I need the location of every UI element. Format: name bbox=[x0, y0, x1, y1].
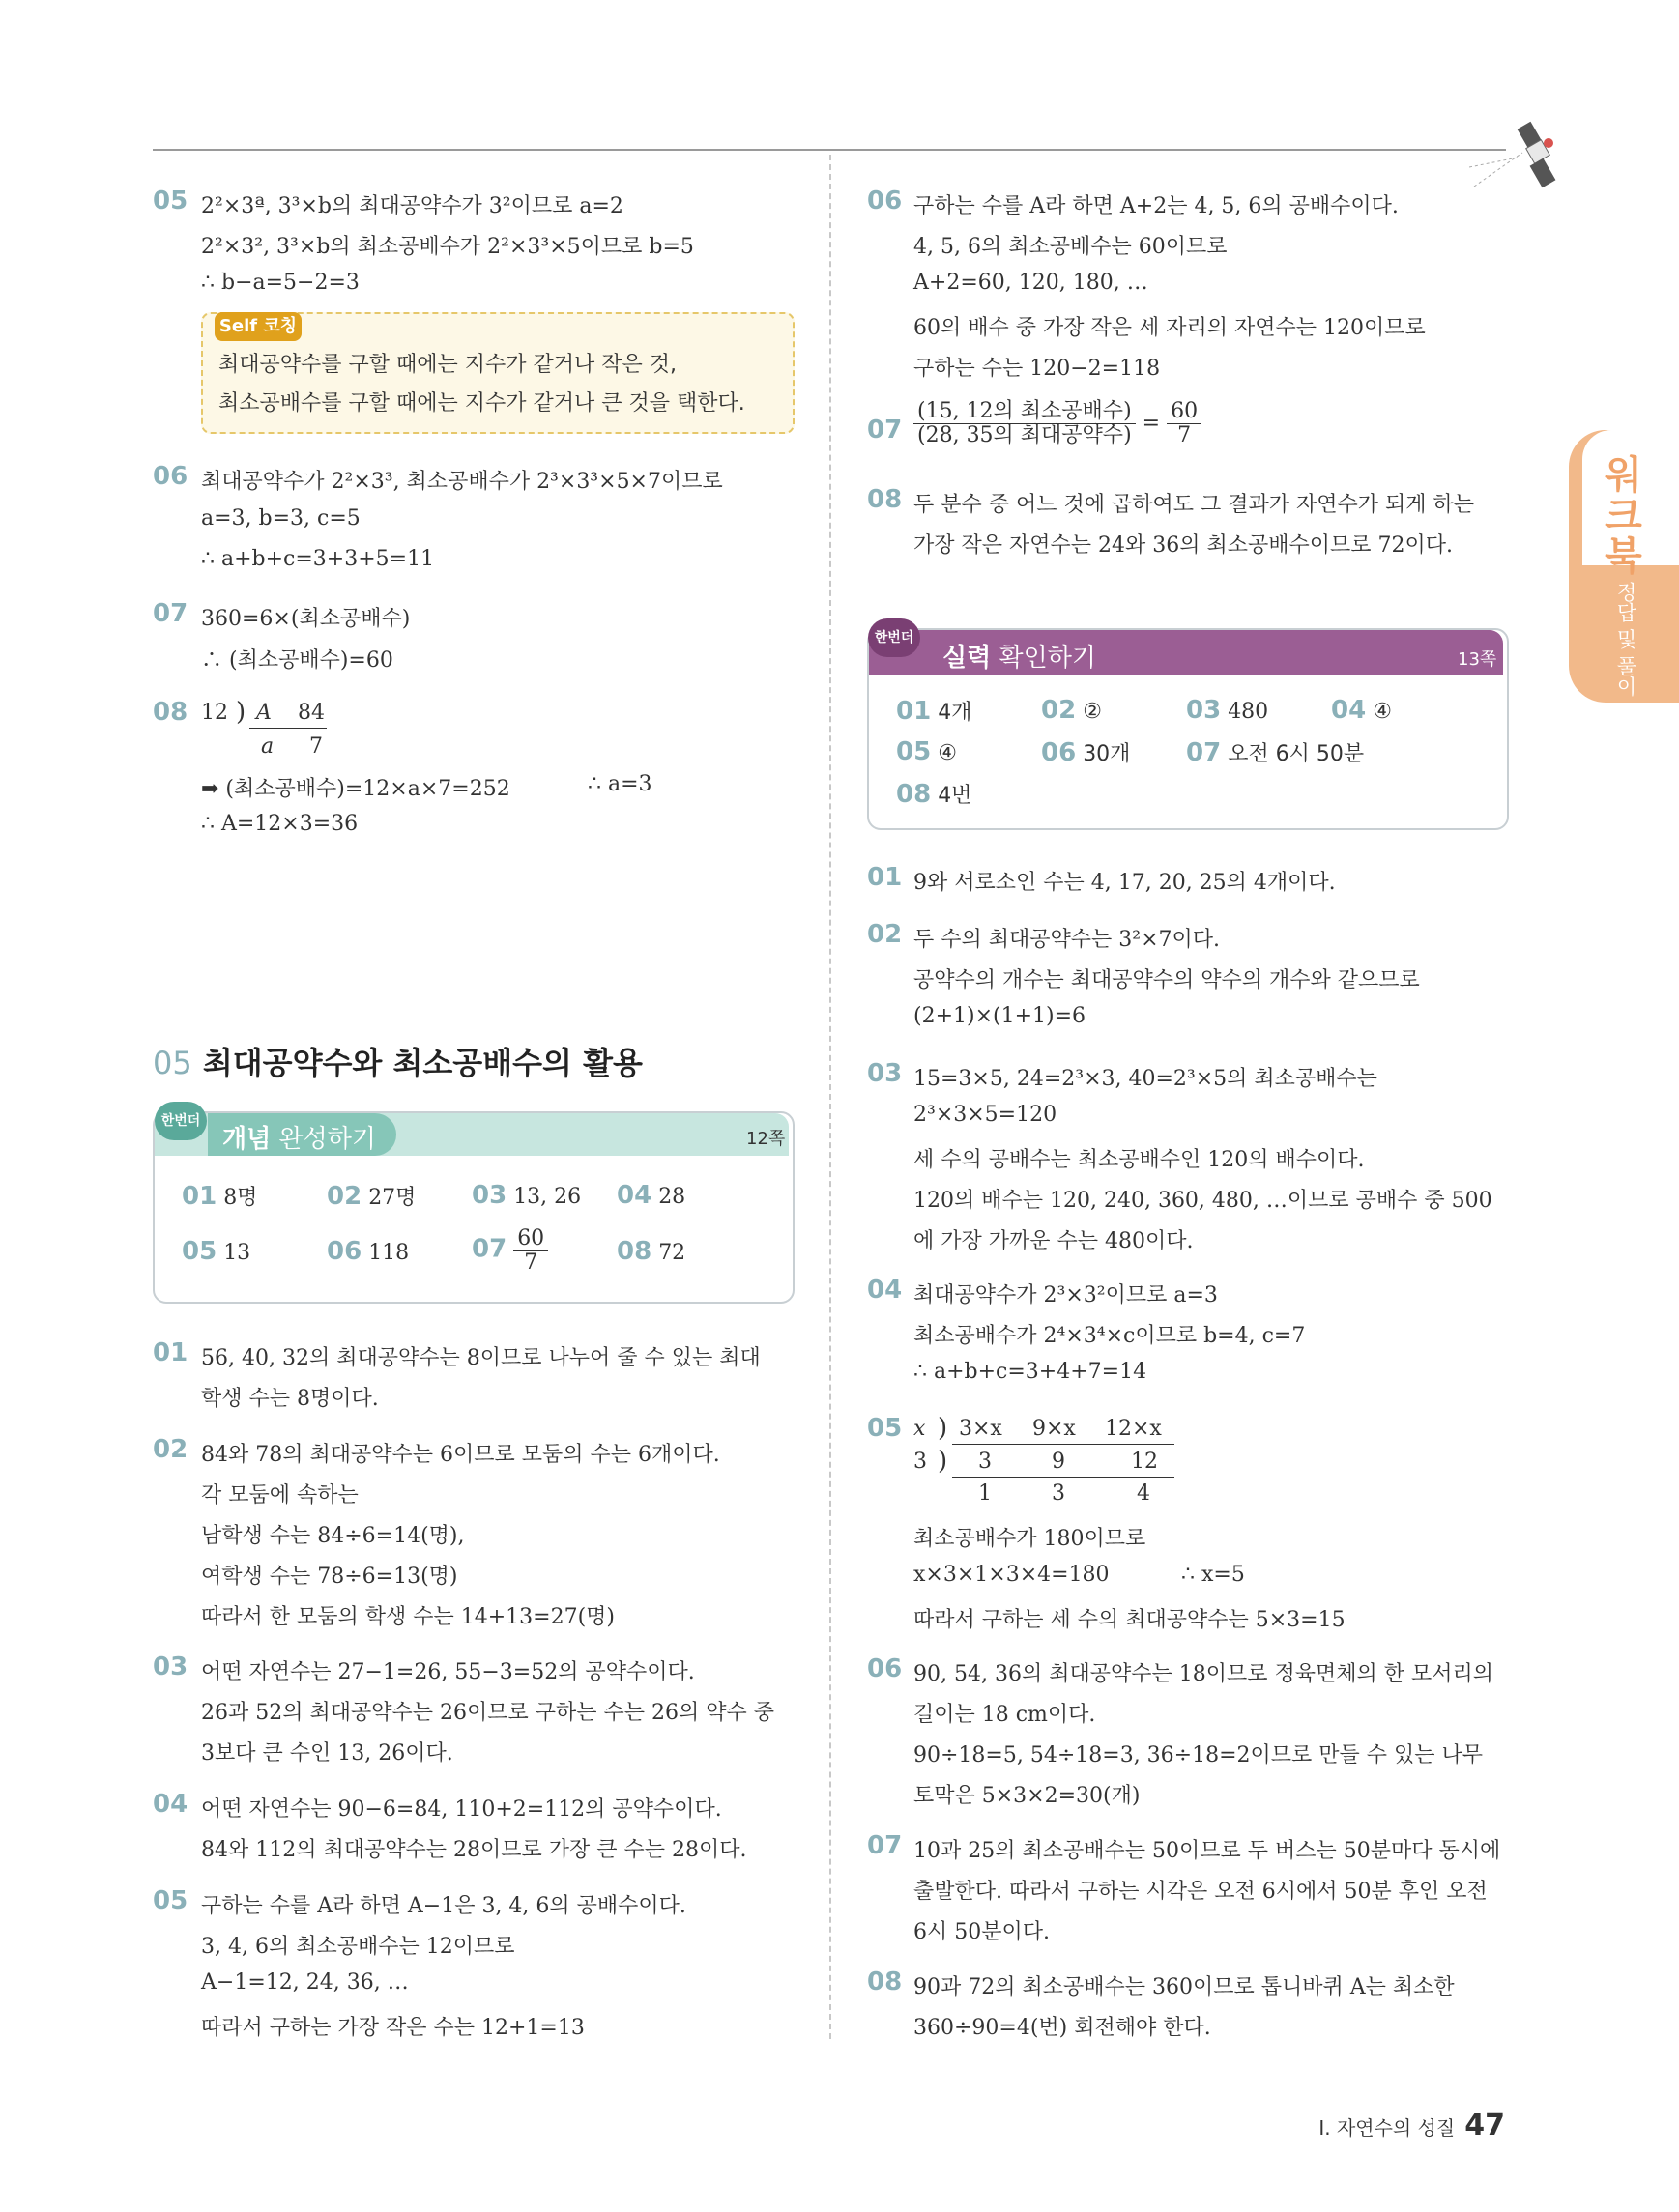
solution-line: 따라서 구하는 세 수의 최대공약수는 5×3=15 bbox=[913, 1608, 1346, 1632]
solution-line: 90, 54, 36의 최대공약수는 18이므로 정육면체의 한 모서리의 bbox=[913, 1662, 1493, 1686]
problem-number: 08 bbox=[867, 1968, 903, 1997]
division-divisor: x bbox=[913, 1417, 926, 1441]
problem-number: 02 bbox=[153, 1435, 188, 1464]
division-value: 3 bbox=[1052, 1481, 1065, 1506]
solution-line: 360÷90=4(번) 회전해야 한다. bbox=[913, 2016, 1211, 2040]
fraction: $\frac{60}{7}$ bbox=[1167, 400, 1201, 447]
solution-line: 가장 작은 자연수는 24와 36의 최소공배수이므로 72이다. bbox=[913, 533, 1453, 558]
problem-number: 06 bbox=[867, 1654, 903, 1683]
solution-line: 어떤 자연수는 27−1=26, 55−3=52의 공약수이다. bbox=[201, 1660, 695, 1684]
solution-line: 84와 112의 최대공약수는 28이므로 가장 큰 수는 28이다. bbox=[201, 1838, 747, 1862]
box-title bbox=[222, 1119, 376, 1155]
solution-line: 따라서 한 모둠의 학생 수는 14+13=27(명) bbox=[201, 1605, 616, 1629]
solution-line: 9와 서로소인 수는 4, 17, 20, 25의 4개이다. bbox=[913, 871, 1336, 895]
problem-number: 05 bbox=[153, 1886, 188, 1915]
division-value: 1 bbox=[978, 1481, 992, 1506]
coaching-line: 최소공배수를 구할 때에는 지수가 같거나 큰 것을 택한다. bbox=[218, 391, 745, 416]
answer-item: 07 $\frac{60}{7}$ bbox=[472, 1227, 548, 1275]
solution-line: ➡ (최소공배수)=12×a×7=252 bbox=[201, 777, 510, 801]
problem-number: 06 bbox=[153, 462, 188, 491]
solution-line: ∴ (최소공배수)=60 bbox=[201, 648, 393, 673]
division-value: 9 bbox=[1052, 1450, 1065, 1474]
solution-line: 3보다 큰 수인 13, 26이다. bbox=[201, 1741, 453, 1766]
problem-number: 07 bbox=[867, 416, 903, 445]
solution-line: 길이는 18 cm이다. bbox=[913, 1703, 1096, 1727]
answer-item: 02 ② bbox=[1041, 696, 1102, 725]
solution-line: ∴ b−a=5−2=3 bbox=[201, 271, 360, 295]
page-footer bbox=[1318, 2109, 1505, 2142]
answer-item: 03 480 bbox=[1186, 696, 1269, 725]
solution-line: 최대공약수가 2³×3²이므로 a=3 bbox=[913, 1283, 1218, 1307]
solution-line: ∴ x=5 bbox=[1181, 1563, 1245, 1587]
solution-line: 구하는 수를 A라 하면 A+2는 4, 5, 6의 공배수이다. bbox=[913, 194, 1399, 218]
solution-line: 120의 배수는 120, 240, 360, 480, …이므로 공배수 중 500 bbox=[913, 1189, 1492, 1213]
solution-line: 세 수의 공배수는 최소공배수인 120의 배수이다. bbox=[913, 1148, 1365, 1172]
solution-line: ∴ a+b+c=3+3+5=11 bbox=[201, 547, 435, 571]
solution-line: 에 가장 가까운 수는 480이다. bbox=[913, 1229, 1194, 1253]
coaching-line: 최대공약수를 구할 때에는 지수가 같거나 작은 것, bbox=[218, 353, 677, 377]
solution-line: A+2=60, 120, 180, … bbox=[913, 271, 1148, 295]
solution-line: 6시 50분이다. bbox=[913, 1920, 1050, 1944]
solution-line: 학생 수는 8명이다. bbox=[201, 1387, 379, 1411]
solution-line: A−1=12, 24, 36, … bbox=[201, 1970, 409, 1995]
hanbeonde-badge: 한번더 bbox=[155, 1102, 207, 1140]
division-rule bbox=[952, 1444, 1174, 1445]
page-number: 47 bbox=[1464, 2109, 1505, 2142]
answer-item: 01 4개 bbox=[896, 697, 972, 726]
self-coaching-tag: Self 코칭 bbox=[215, 312, 302, 341]
division-value: 12×x bbox=[1105, 1417, 1162, 1441]
division-value: 9×x bbox=[1032, 1417, 1076, 1441]
problem-number: 04 bbox=[153, 1790, 188, 1819]
answer-item: 03 13, 26 bbox=[472, 1181, 582, 1210]
solution-line: 출발한다. 따라서 구하는 시각은 오전 6시에서 50분 후인 오전 bbox=[913, 1880, 1488, 1904]
answer-item: 04 ④ bbox=[1331, 696, 1392, 725]
box-page-ref: 13쪽 bbox=[1458, 649, 1497, 670]
division-value: 4 bbox=[1137, 1481, 1150, 1506]
solution-line: 360=6×(최소공배수) bbox=[201, 607, 411, 631]
answer-item: 05 13 bbox=[182, 1237, 251, 1266]
problem-number: 05 bbox=[867, 1414, 903, 1443]
solution-line: 구하는 수는 120−2=118 bbox=[913, 357, 1161, 381]
problem-number: 01 bbox=[153, 1338, 188, 1367]
solution-line: 84와 78의 최대공약수는 6이므로 모둠의 수는 6개이다. bbox=[201, 1443, 720, 1467]
answer-item: 05 ④ bbox=[896, 737, 957, 766]
solution-line: 10과 25의 최소공배수는 50이므로 두 버스는 50분마다 동시에 bbox=[913, 1839, 1501, 1863]
problem-number: 03 bbox=[153, 1652, 188, 1681]
problem-number: 02 bbox=[867, 920, 903, 949]
problem-number: 08 bbox=[153, 698, 188, 727]
solution-line: a=3, b=3, c=5 bbox=[201, 506, 361, 531]
division-value: 3 bbox=[978, 1450, 992, 1474]
division-rule bbox=[952, 1477, 1174, 1478]
problem-number: 01 bbox=[867, 863, 903, 892]
problem-number: 06 bbox=[867, 187, 903, 215]
division-value: 3×x bbox=[959, 1417, 1002, 1441]
solution-line: 남학생 수는 84÷6=14(명), bbox=[201, 1524, 465, 1548]
solution-line: 최소공배수가 180이므로 bbox=[913, 1527, 1146, 1551]
solution-line: 2³×3×5=120 bbox=[913, 1103, 1057, 1127]
answer-item: 04 28 bbox=[617, 1181, 686, 1210]
division-divisor: 3 bbox=[913, 1450, 927, 1474]
box-title-bold: 개념 bbox=[222, 1125, 272, 1154]
solution-line: 두 수의 최대공약수는 3²×7이다. bbox=[913, 928, 1220, 952]
solution-line: 90÷18=5, 54÷18=3, 36÷18=2이므로 만들 수 있는 나무 bbox=[913, 1743, 1484, 1767]
division-value: 7 bbox=[309, 734, 323, 759]
side-tab-title: 워크북 bbox=[1598, 454, 1642, 576]
fraction: $\frac{60}{7}$ bbox=[513, 1227, 548, 1275]
problem-number: 05 bbox=[153, 187, 188, 215]
answer-item: 06 30개 bbox=[1041, 738, 1131, 767]
division-value: a bbox=[261, 734, 275, 759]
chapter-label: Ⅰ. 자연수의 성질 bbox=[1318, 2116, 1456, 2140]
solution-line: 두 분수 중 어느 것에 곱하여도 그 결과가 자연수가 되게 하는 bbox=[913, 493, 1474, 517]
division-divisor: 12 bbox=[201, 701, 228, 725]
top-rule bbox=[153, 149, 1506, 151]
side-tab-subtitle: 정답 및 풀이 bbox=[1614, 582, 1637, 697]
solution-line: 4, 5, 6의 최소공배수는 60이므로 bbox=[913, 235, 1228, 259]
solution-line: 공약수의 개수는 최대공약수의 약수의 개수와 같으므로 bbox=[913, 968, 1420, 992]
box-title-rest: 완성하기 bbox=[271, 1125, 376, 1154]
problem-number: 08 bbox=[867, 485, 903, 514]
problem-number: 03 bbox=[867, 1059, 903, 1088]
division-bracket: ) bbox=[938, 1414, 948, 1443]
box-title-rest: 확인하기 bbox=[991, 644, 1096, 673]
solution-line: 어떤 자연수는 90−6=84, 110+2=112의 공약수이다. bbox=[201, 1797, 722, 1822]
problem-number: 04 bbox=[867, 1276, 903, 1305]
solution-line: 2²×3ª, 3³×b의 최대공약수가 3²이므로 a=2 bbox=[201, 194, 623, 218]
division-value: 12 bbox=[1131, 1450, 1158, 1474]
section-number: 05 bbox=[153, 1045, 192, 1081]
section-title bbox=[153, 1039, 643, 1083]
division-value: 84 bbox=[298, 701, 325, 725]
division-bracket: ) bbox=[236, 698, 246, 727]
problem-number: 07 bbox=[153, 599, 188, 628]
solution-line: 여학생 수는 78÷6=13(명) bbox=[201, 1565, 458, 1589]
solution-line: 따라서 구하는 가장 작은 수는 12+1=13 bbox=[201, 2016, 585, 2040]
division-rule bbox=[249, 728, 327, 729]
answer-item: 06 118 bbox=[327, 1237, 410, 1266]
solution-line: 최대공약수가 2²×3³, 최소공배수가 2³×3³×5×7이므로 bbox=[201, 470, 723, 494]
fraction-top: $\frac{\text{(15, 12의 최소공배수)}}{\text{(28, 35의 최대공약수)}}$ = $\frac{60}{7}$ bbox=[913, 400, 1201, 447]
satellite-icon bbox=[1469, 114, 1556, 191]
division-bracket: ) bbox=[938, 1447, 948, 1476]
answer-item: 08 72 bbox=[617, 1237, 686, 1266]
solution-line: 최소공배수가 2⁴×3⁴×c이므로 b=4, c=7 bbox=[913, 1324, 1306, 1348]
solution-line: ∴ a+b+c=3+4+7=14 bbox=[913, 1360, 1147, 1384]
solution-line: 15=3×5, 24=2³×3, 40=2³×5의 최소공배수는 bbox=[913, 1067, 1377, 1091]
solution-line: 3, 4, 6의 최소공배수는 12이므로 bbox=[201, 1935, 515, 1959]
solution-line: 60의 배수 중 가장 작은 세 자리의 자연수는 120이므로 bbox=[913, 316, 1426, 340]
box-title-bold: 실력 bbox=[942, 644, 992, 673]
hanbeonde-badge: 한번더 bbox=[868, 618, 920, 657]
solution-line: ∴ A=12×3=36 bbox=[201, 812, 359, 836]
answer-item: 07 오전 6시 50분 bbox=[1186, 738, 1365, 767]
answer-item: 08 4번 bbox=[896, 780, 972, 809]
solution-line: 2²×3², 3³×b의 최소공배수가 2²×3³×5이므로 b=5 bbox=[201, 235, 694, 259]
division-value: A bbox=[256, 701, 272, 725]
problem-number: 07 bbox=[867, 1831, 903, 1860]
column-divider bbox=[829, 155, 831, 2039]
solution-line: 90과 72의 최소공배수는 360이므로 톱니바퀴 A는 최소한 bbox=[913, 1975, 1455, 1999]
section-title-text: 최대공약수와 최소공배수의 활용 bbox=[202, 1045, 643, 1081]
box-page-ref: 12쪽 bbox=[746, 1129, 786, 1149]
solution-line: ∴ a=3 bbox=[588, 772, 652, 796]
solution-line: 26과 52의 최대공약수는 26이므로 구하는 수는 26의 약수 중 bbox=[201, 1701, 774, 1725]
box-title bbox=[942, 638, 1096, 674]
answer-item: 02 27명 bbox=[327, 1182, 417, 1211]
solution-line: 구하는 수를 A라 하면 A−1은 3, 4, 6의 공배수이다. bbox=[201, 1894, 686, 1918]
solution-line: 각 모둠에 속하는 bbox=[201, 1483, 359, 1508]
solution-line: (2+1)×(1+1)=6 bbox=[913, 1004, 1086, 1028]
solution-line: 56, 40, 32의 최대공약수는 8이므로 나누어 줄 수 있는 최대 bbox=[201, 1346, 761, 1370]
solution-line: x×3×1×3×4=180 bbox=[913, 1563, 1110, 1587]
answer-item: 01 8명 bbox=[182, 1182, 258, 1211]
solution-line: 토막은 5×3×2=30(개) bbox=[913, 1784, 1141, 1808]
fraction: $\frac{\text{(15, 12의 최소공배수)}}{\text{(28, 35의 최대공약수)}}$ bbox=[913, 400, 1136, 447]
